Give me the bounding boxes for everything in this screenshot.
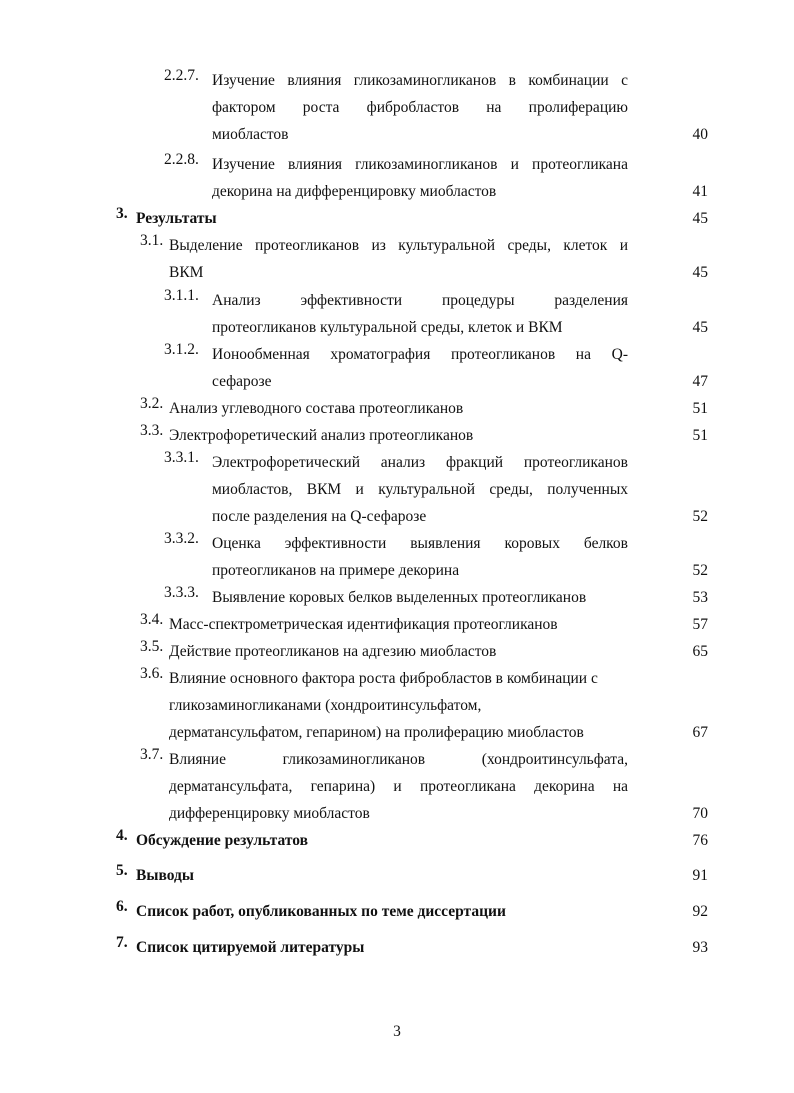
toc-entry-page: 41 (692, 183, 708, 200)
toc-entry-page: 93 (692, 939, 708, 956)
toc-entry-title-line: миобластов, ВКМ и культуральной среды, полученных (212, 481, 628, 498)
toc-entry-page: 47 (692, 373, 708, 390)
toc-entry[interactable] (164, 584, 630, 611)
toc-entry-number: 5. (116, 862, 128, 879)
toc-entry-page: 65 (692, 643, 708, 660)
toc-entry-title-line: Анализ углеводного состава протеогликанов (169, 400, 464, 417)
toc-entry-page: 45 (692, 319, 708, 336)
toc-entry-number: 3.3. (140, 422, 164, 439)
toc-entry-page: 70 (692, 805, 708, 822)
toc-entry[interactable] (164, 530, 630, 584)
toc-entry-number: 6. (116, 898, 128, 915)
toc-entry-page: 92 (692, 903, 708, 920)
toc-entry[interactable] (140, 232, 630, 286)
toc-entry-number: 2.2.8. (164, 151, 199, 168)
page-number: 3 (393, 1023, 401, 1040)
toc-entry-title-line: Выводы (136, 867, 194, 884)
toc-entry-title-line: Список работ, опубликованных по теме диссертации (136, 903, 506, 920)
toc-entry[interactable] (164, 151, 708, 205)
toc-entry-title-line: Влияние гликозаминогликанов (хондроитинсульфата, (169, 751, 628, 768)
toc-entry-title-line: Ионообменная хроматография протеогликанов на Q- (212, 346, 628, 363)
toc-entry-title-line: Список цитируемой литературы (136, 939, 365, 956)
toc-entry-number: 2.2.7. (164, 67, 199, 84)
toc-entry[interactable] (140, 746, 630, 827)
toc-entry-number: 3.4. (140, 611, 164, 628)
toc-entry-title-line: после разделения на Q-сефарозе (212, 508, 427, 525)
toc-entry-title-line: Электрофоретический анализ протеогликанов (169, 427, 474, 444)
toc-entry-title-line: декорина на дифференцировку миобластов (212, 183, 497, 200)
toc-entry[interactable] (164, 287, 630, 341)
toc-entry-title-line: протеогликанов на примере декорина (212, 562, 460, 579)
toc-entry-title-line: Результаты (136, 210, 217, 227)
toc-entry-page: 91 (692, 867, 708, 884)
toc-entry[interactable] (116, 205, 616, 232)
toc-entry-page: 53 (692, 589, 708, 606)
toc-entry-title-line: сефарозе (212, 373, 272, 390)
toc-entry[interactable] (164, 449, 630, 530)
toc-entry-title-line: Влияние основного фактора роста фибробластов в комбинации с (169, 670, 598, 687)
toc-entry-page: 45 (692, 264, 708, 281)
toc-entry[interactable] (164, 341, 630, 395)
toc-entry[interactable] (140, 395, 630, 422)
toc-entry-page: 67 (692, 724, 708, 741)
toc-entry-number: 3.1.2. (164, 341, 199, 358)
toc-entry-title-line: дерматансульфата, гепарина) и протеогликана декорина на (169, 778, 628, 795)
toc-entry-number: 3.2. (140, 395, 164, 412)
toc-entry-title-line: Масс-спектрометрическая идентификация протеогликанов (169, 616, 558, 633)
toc-entry-page: 52 (692, 562, 708, 579)
toc-entry[interactable] (140, 422, 630, 449)
toc-entry-page: 76 (692, 832, 708, 849)
toc-entry[interactable] (116, 898, 626, 925)
toc-entry-number: 4. (116, 827, 128, 844)
toc-entry-title-line: миобластов (212, 126, 289, 143)
toc-entry[interactable] (140, 611, 630, 638)
toc-entry-title-line: Оценка эффективности выявления коровых белков (212, 535, 628, 552)
toc-entry[interactable] (116, 862, 616, 889)
toc-entry-title-line: протеогликанов культуральной среды, клеток и ВКМ (212, 319, 563, 336)
toc-entry-page: 57 (692, 616, 708, 633)
toc-entry-number: 3.3.3. (164, 584, 199, 601)
toc-entry[interactable] (140, 638, 630, 665)
toc-entry-title-line: дерматансульфатом, гепарином) на пролиферацию миобластов (169, 724, 584, 741)
toc-entry-number: 3.3.1. (164, 449, 199, 466)
toc-entry-number: 7. (116, 934, 128, 951)
toc-entry-title-line: ВКМ (169, 264, 204, 281)
toc-entry[interactable] (164, 67, 708, 148)
toc-entry-number: 3.1.1. (164, 287, 199, 304)
toc-entry-number: 3.7. (140, 746, 164, 763)
toc-entry-title-line: Электрофоретический анализ фракций протеогликанов (212, 454, 628, 471)
toc-entry[interactable] (116, 934, 616, 961)
toc-entry-number: 3.5. (140, 638, 164, 655)
toc-entry-number: 3. (116, 205, 128, 222)
toc-entry-page: 52 (692, 508, 708, 525)
toc-entry-number: 3.3.2. (164, 530, 199, 547)
toc-entry-page: 51 (692, 427, 708, 444)
toc-entry-title-line: Изучение влияния гликозаминогликанов в комбинации с (212, 72, 628, 89)
toc-entry-title-line: Обсуждение результатов (136, 832, 308, 849)
toc-entry-title-line: Выявление коровых белков выделенных протеогликанов (212, 589, 587, 606)
toc-entry-page: 40 (692, 126, 708, 143)
toc-entry-title-line: фактором роста фибробластов на пролиферацию (212, 99, 628, 116)
toc-entry-page: 45 (692, 210, 708, 227)
toc-entry-title-line: гликозаминогликанами (хондроитинсульфатом, (169, 697, 482, 714)
toc-entry-title-line: Изучение влияния гликозаминогликанов и протеогликана (212, 156, 628, 173)
toc-entry-title-line: Действие протеогликанов на адгезию миобластов (169, 643, 497, 660)
toc-entry-number: 3.1. (140, 232, 164, 249)
toc-entry-title-line: Анализ эффективности процедуры разделения (212, 292, 628, 309)
toc-entry-title-line: Выделение протеогликанов из культуральной среды, клеток и (169, 237, 628, 254)
toc-entry-title-line: дифференцировку миобластов (169, 805, 370, 822)
toc-entry[interactable] (116, 827, 616, 854)
toc-entry[interactable] (140, 665, 630, 746)
toc-entry-page: 51 (692, 400, 708, 417)
toc-entry-number: 3.6. (140, 665, 164, 682)
